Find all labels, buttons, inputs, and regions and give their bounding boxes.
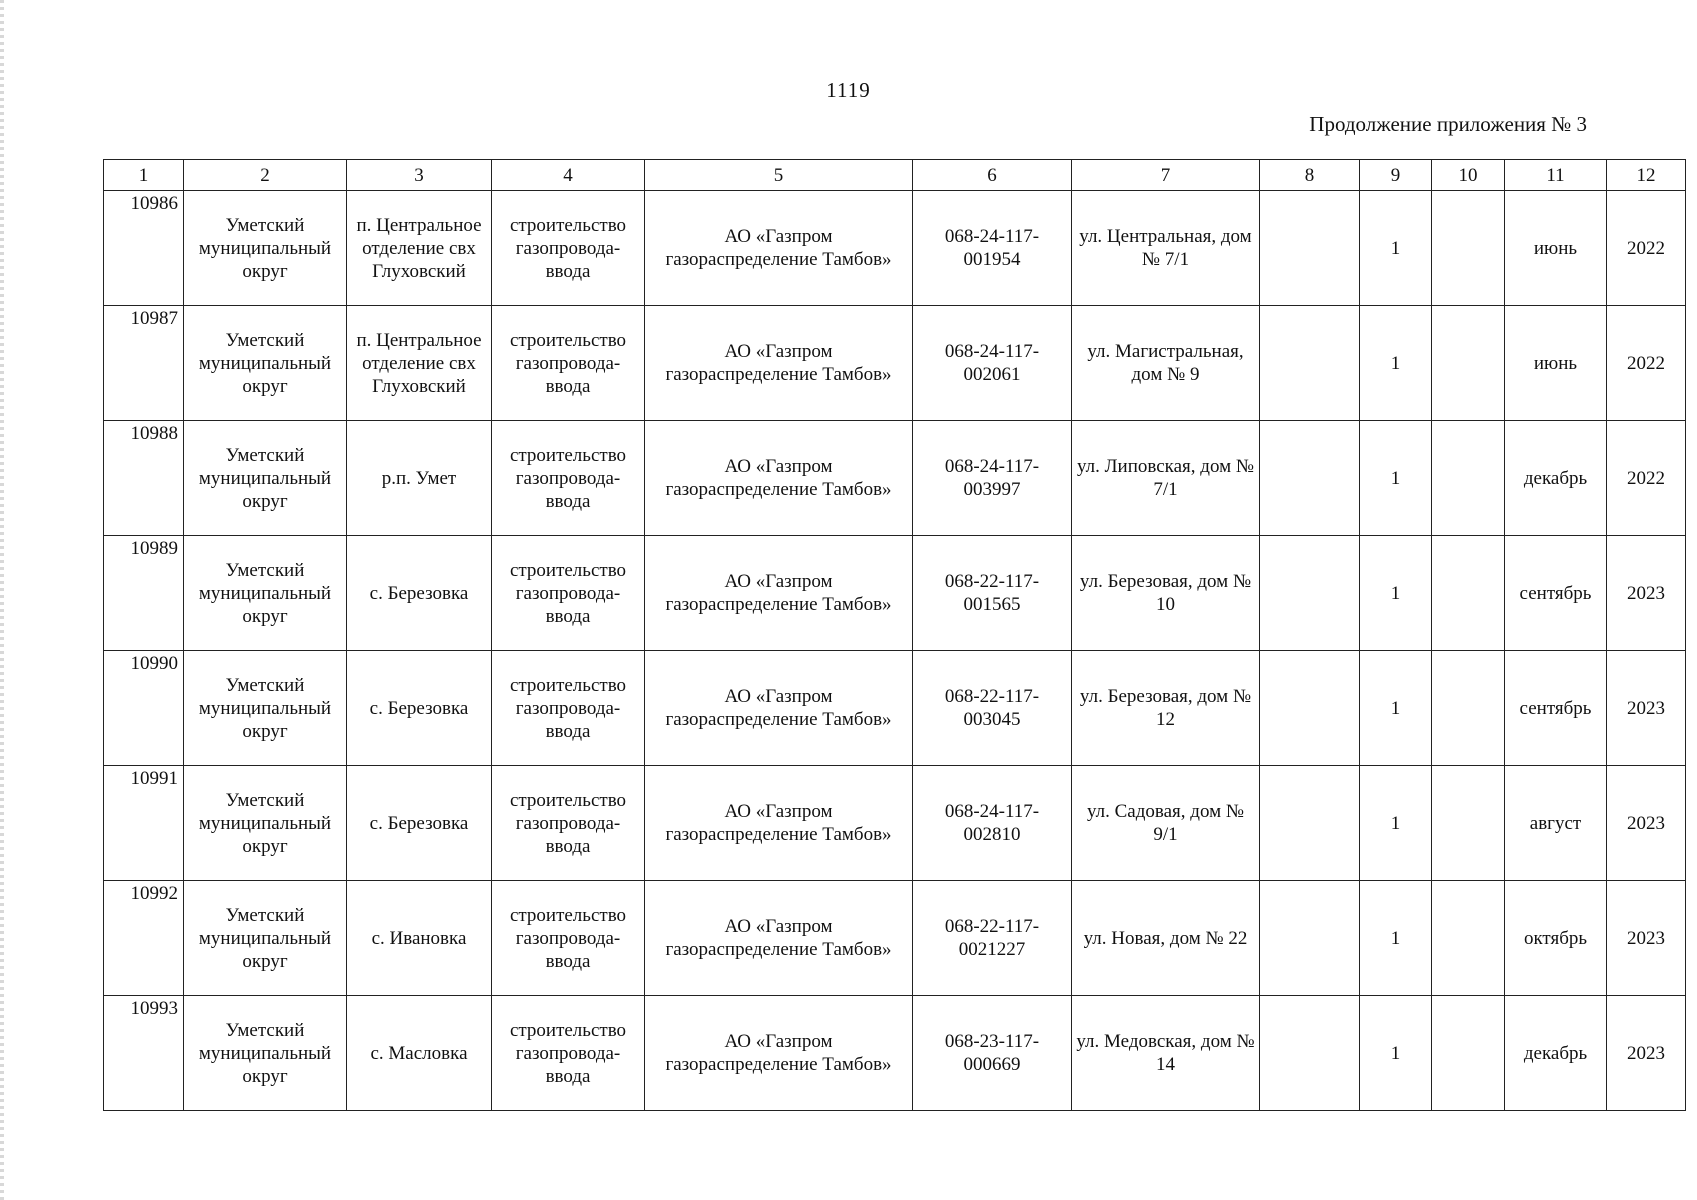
cell-code: 068-24-117-002810 (913, 766, 1072, 881)
table-row (104, 421, 1686, 536)
table-row (104, 766, 1686, 881)
cell-locality: п. Центральное отделение свх Глуховский (347, 306, 492, 421)
cell-locality: р.п. Умет (347, 421, 492, 536)
cell-organization: АО «Газпром газораспределение Тамбов» (645, 766, 913, 881)
cell-col10 (1432, 881, 1505, 996)
cell-locality: с. Березовка (347, 536, 492, 651)
cell-year: 2022 (1607, 191, 1686, 306)
cell-work-type: строительство газопровода-ввода (492, 306, 645, 421)
cell-quantity: 1 (1360, 421, 1432, 536)
cell-address: ул. Липовская, дом № 7/1 (1072, 421, 1260, 536)
cell-col10 (1432, 306, 1505, 421)
cell-month: август (1505, 766, 1607, 881)
cell-year: 2023 (1607, 651, 1686, 766)
cell-year: 2022 (1607, 306, 1686, 421)
cell-quantity: 1 (1360, 191, 1432, 306)
cell-locality: с. Ивановка (347, 881, 492, 996)
cell-work-type: строительство газопровода-ввода (492, 881, 645, 996)
cell-record-number: 10990 (104, 651, 184, 766)
cell-month: июнь (1505, 306, 1607, 421)
cell-quantity: 1 (1360, 766, 1432, 881)
cell-locality: п. Центральное отделение свх Глуховский (347, 191, 492, 306)
cell-col8 (1260, 651, 1360, 766)
cell-quantity: 1 (1360, 996, 1432, 1111)
cell-col8 (1260, 996, 1360, 1111)
cell-month: сентябрь (1505, 651, 1607, 766)
cell-record-number: 10989 (104, 536, 184, 651)
appendix-continuation-note: Продолжение приложения № 3 (1309, 112, 1587, 136)
column-header: 7 (1072, 160, 1260, 191)
cell-municipality: Уметский муниципальный округ (184, 651, 347, 766)
cell-address: ул. Садовая, дом № 9/1 (1072, 766, 1260, 881)
cell-record-number: 10988 (104, 421, 184, 536)
cell-code: 068-24-117-001954 (913, 191, 1072, 306)
cell-col10 (1432, 536, 1505, 651)
cell-col10 (1432, 651, 1505, 766)
cell-col8 (1260, 191, 1360, 306)
column-header: 8 (1260, 160, 1360, 191)
table-row (104, 191, 1686, 306)
cell-record-number: 10992 (104, 881, 184, 996)
cell-quantity: 1 (1360, 881, 1432, 996)
cell-address: ул. Новая, дом № 22 (1072, 881, 1260, 996)
cell-address: ул. Центральная, дом № 7/1 (1072, 191, 1260, 306)
column-header: 5 (645, 160, 913, 191)
cell-address: ул. Магистральная, дом № 9 (1072, 306, 1260, 421)
cell-municipality: Уметский муниципальный округ (184, 766, 347, 881)
column-header: 10 (1432, 160, 1505, 191)
cell-year: 2023 (1607, 536, 1686, 651)
cell-code: 068-22-117-003045 (913, 651, 1072, 766)
cell-organization: АО «Газпром газораспределение Тамбов» (645, 651, 913, 766)
cell-locality: с. Березовка (347, 651, 492, 766)
cell-month: июнь (1505, 191, 1607, 306)
cell-organization: АО «Газпром газораспределение Тамбов» (645, 306, 913, 421)
cell-month: октябрь (1505, 881, 1607, 996)
table-row (104, 536, 1686, 651)
cell-municipality: Уметский муниципальный округ (184, 191, 347, 306)
cell-organization: АО «Газпром газораспределение Тамбов» (645, 996, 913, 1111)
cell-municipality: Уметский муниципальный округ (184, 536, 347, 651)
cell-record-number: 10987 (104, 306, 184, 421)
cell-locality: с. Березовка (347, 766, 492, 881)
cell-month: сентябрь (1505, 536, 1607, 651)
cell-quantity: 1 (1360, 536, 1432, 651)
cell-col8 (1260, 536, 1360, 651)
cell-month: декабрь (1505, 996, 1607, 1111)
column-header: 6 (913, 160, 1072, 191)
cell-record-number: 10991 (104, 766, 184, 881)
page-number: 1119 (826, 78, 871, 102)
cell-code: 068-22-117-001565 (913, 536, 1072, 651)
cell-year: 2023 (1607, 766, 1686, 881)
cell-locality: с. Масловка (347, 996, 492, 1111)
cell-code: 068-24-117-003997 (913, 421, 1072, 536)
cell-municipality: Уметский муниципальный округ (184, 306, 347, 421)
cell-address: ул. Березовая, дом № 12 (1072, 651, 1260, 766)
cell-col10 (1432, 766, 1505, 881)
cell-quantity: 1 (1360, 306, 1432, 421)
cell-month: декабрь (1505, 421, 1607, 536)
cell-work-type: строительство газопровода-ввода (492, 996, 645, 1111)
cell-organization: АО «Газпром газораспределение Тамбов» (645, 191, 913, 306)
cell-organization: АО «Газпром газораспределение Тамбов» (645, 536, 913, 651)
cell-code: 068-22-117-0021227 (913, 881, 1072, 996)
cell-col8 (1260, 421, 1360, 536)
cell-year: 2023 (1607, 996, 1686, 1111)
cell-work-type: строительство газопровода-ввода (492, 766, 645, 881)
table-row (104, 651, 1686, 766)
cell-quantity: 1 (1360, 651, 1432, 766)
table-row (104, 996, 1686, 1111)
cell-col8 (1260, 881, 1360, 996)
column-header: 1 (104, 160, 184, 191)
cell-organization: АО «Газпром газораспределение Тамбов» (645, 421, 913, 536)
cell-col10 (1432, 191, 1505, 306)
column-header: 2 (184, 160, 347, 191)
register-table (103, 159, 1686, 1111)
cell-work-type: строительство газопровода-ввода (492, 421, 645, 536)
column-header: 4 (492, 160, 645, 191)
table-row (104, 881, 1686, 996)
column-header: 12 (1607, 160, 1686, 191)
cell-municipality: Уметский муниципальный округ (184, 996, 347, 1111)
cell-work-type: строительство газопровода-ввода (492, 191, 645, 306)
column-header: 3 (347, 160, 492, 191)
cell-col10 (1432, 996, 1505, 1111)
cell-col10 (1432, 421, 1505, 536)
scan-edge-artifact (0, 0, 4, 1200)
cell-municipality: Уметский муниципальный округ (184, 881, 347, 996)
cell-work-type: строительство газопровода-ввода (492, 651, 645, 766)
cell-code: 068-24-117-002061 (913, 306, 1072, 421)
column-header: 11 (1505, 160, 1607, 191)
cell-address: ул. Березовая, дом № 10 (1072, 536, 1260, 651)
cell-organization: АО «Газпром газораспределение Тамбов» (645, 881, 913, 996)
cell-code: 068-23-117-000669 (913, 996, 1072, 1111)
cell-col8 (1260, 766, 1360, 881)
cell-work-type: строительство газопровода-ввода (492, 536, 645, 651)
table-row (104, 306, 1686, 421)
column-number-row (104, 160, 1686, 191)
cell-address: ул. Медовская, дом № 14 (1072, 996, 1260, 1111)
cell-record-number: 10986 (104, 191, 184, 306)
column-header: 9 (1360, 160, 1432, 191)
cell-col8 (1260, 306, 1360, 421)
cell-year: 2022 (1607, 421, 1686, 536)
cell-record-number: 10993 (104, 996, 184, 1111)
cell-municipality: Уметский муниципальный округ (184, 421, 347, 536)
cell-year: 2023 (1607, 881, 1686, 996)
